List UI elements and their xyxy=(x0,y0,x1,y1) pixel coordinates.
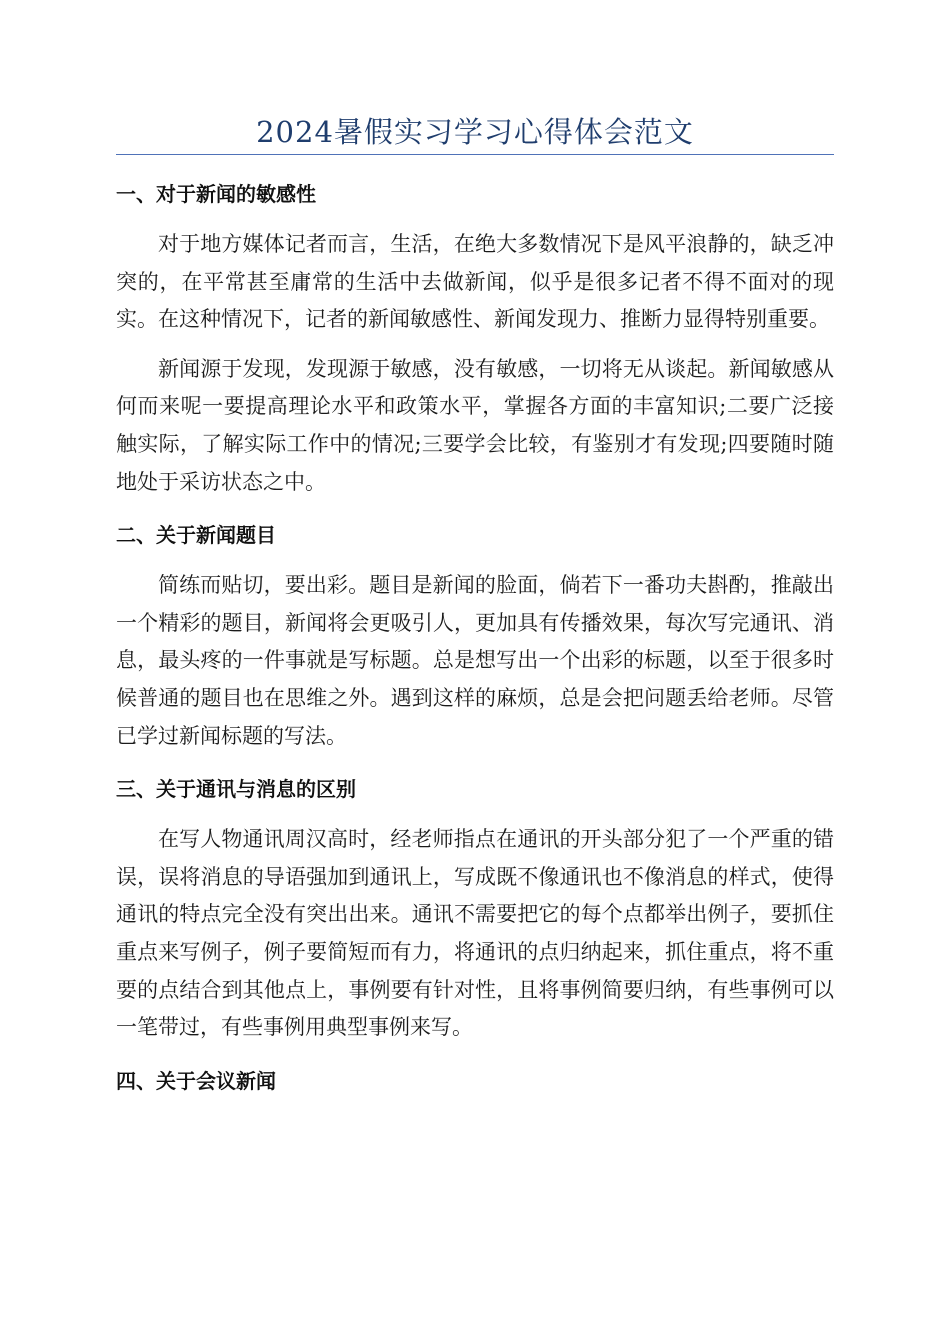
document-title: 2024暑假实习学习心得体会范文 xyxy=(256,115,694,149)
section-feature-vs-news xyxy=(116,767,834,1047)
section-news-sensitivity xyxy=(116,172,834,501)
title-underline xyxy=(116,154,834,155)
body-paragraph: 简练而贴切，要出彩。题目是新闻的脸面，倘若下一番功夫斟酌，推敲出一个精彩的题目，新闻将会更吸引人，更加具有传播效果，每次写完通讯、消息，最头疼的一件事就是写标题。总是想写出一个出彩的标题，以至于很多时候普通的题目也在思维之外。遇到这样的麻烦，总是会把问题丢给老师。尽管已学过新闻标题的写法。 xyxy=(116,573,834,748)
section-heading: 一、对于新闻的敏感性 xyxy=(116,182,316,206)
section-meeting-news xyxy=(116,1059,834,1103)
body-paragraph: 对于地方媒体记者而言，生活，在绝大多数情况下是风平浪静的，缺乏冲突的，在平常甚至庸常的生活中去做新闻，似乎是很多记者不得不面对的现实。在这种情况下，记者的新闻敏感性、新闻发现力、推断力显得特别重要。 xyxy=(116,232,834,332)
body-paragraph: 在写人物通讯周汉高时，经老师指点在通讯的开头部分犯了一个严重的错误，误将消息的导语强加到通讯上，写成既不像通讯也不像消息的样式，使得通讯的特点完全没有突出出来。通讯不需要把它的每个点都举出例子，要抓住重点来写例子，例子要简短而有力，将通讯的点归纳起来，抓住重点，将不重要的点结合到其他点上，事例要有针对性，且将事例简要归纳，有些事例可以一笔带过，有些事例用典型事例来写。 xyxy=(116,827,834,1040)
section-heading: 三、关于通讯与消息的区别 xyxy=(116,777,356,802)
section-news-headlines xyxy=(116,513,834,755)
document-body xyxy=(116,172,834,1103)
section-heading: 四、关于会议新闻 xyxy=(116,1068,276,1093)
body-paragraph: 新闻源于发现，发现源于敏感，没有敏感，一切将无从谈起。新闻敏感从何而来呢一要提高理论水平和政策水平，掌握各方面的丰富知识;二要广泛接触实际，了解实际工作中的情况;三要学会比较，有鉴别才有发现;四要随时随地处于采访状态之中。 xyxy=(116,356,834,494)
section-heading: 二、关于新闻题目 xyxy=(116,523,276,548)
